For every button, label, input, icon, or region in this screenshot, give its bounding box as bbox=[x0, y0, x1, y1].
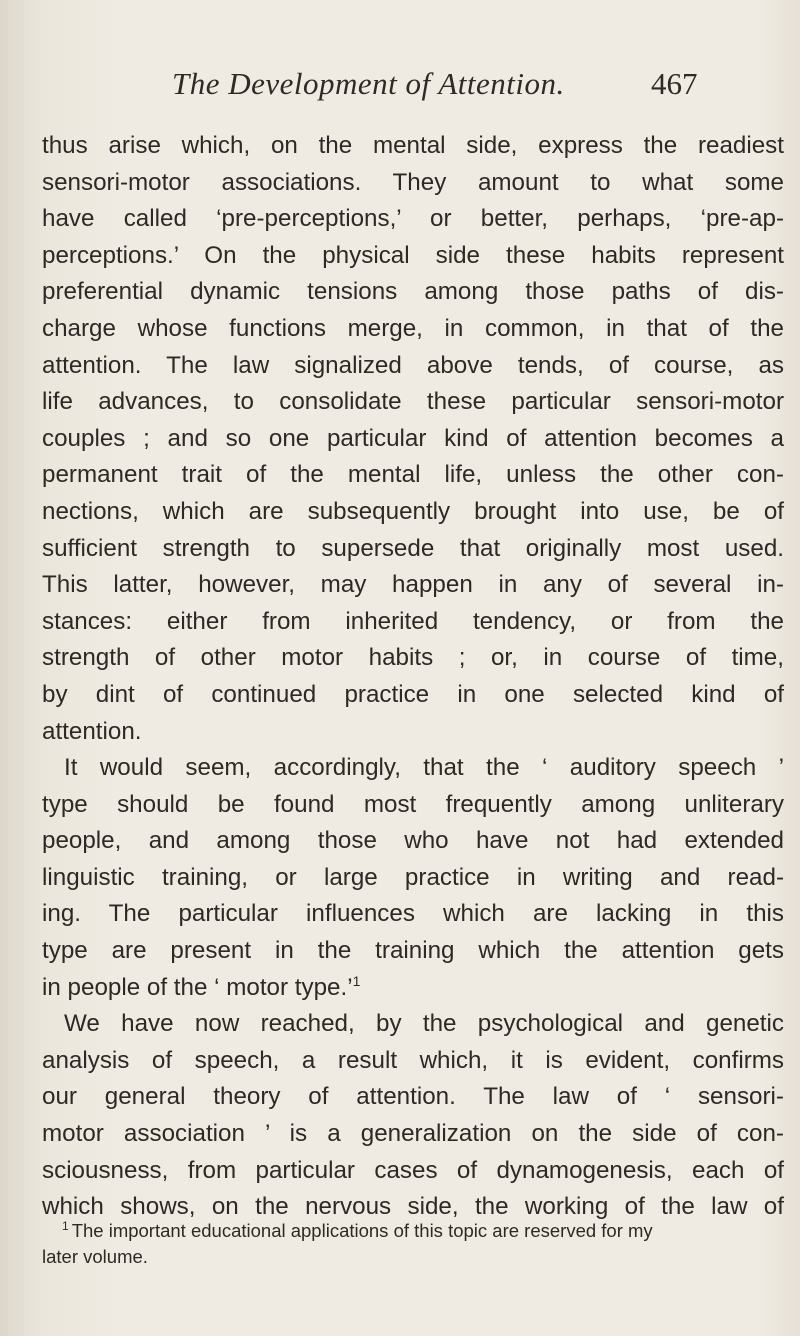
text-line: linguistic training, or large practice in writing and read- bbox=[42, 863, 784, 891]
footnote bbox=[42, 1218, 784, 1270]
text-line: thus arise which, on the mental side, express the readiest bbox=[42, 132, 784, 159]
running-title: The Development of Attention. bbox=[172, 66, 565, 101]
text-line: which shows, on the nervous side, the working of the law of bbox=[42, 1193, 784, 1221]
text-line: type should be found most frequently among unliterary bbox=[42, 790, 784, 818]
text-line: sciousness, from particular cases of dynamogenesis, each of bbox=[42, 1156, 784, 1184]
text-line: strength of other motor habits ; or, in course of time, bbox=[42, 644, 784, 672]
text-line: charge whose functions merge, in common, in that of the bbox=[42, 314, 784, 342]
text-line: couples ; and so one particular kind of attention becomes a bbox=[42, 424, 784, 452]
text-line: preferential dynamic tensions among those paths of dis- bbox=[42, 278, 784, 306]
text-line: by dint of continued practice in one selected kind of bbox=[42, 680, 784, 708]
text-line: our general theory of attention. The law of ‘ sensori- bbox=[42, 1083, 784, 1111]
text-line: in people of the ‘ motor type.’ bbox=[42, 973, 353, 1001]
paragraph-start-line: We have now reached, by the psychological and genetic bbox=[64, 1010, 784, 1038]
page-number: 467 bbox=[651, 66, 698, 101]
text-line: people, and among those who have not had extended bbox=[42, 827, 784, 855]
text-line: type are present in the training which the attention gets bbox=[42, 937, 784, 965]
text-line: ing. The particular influences which are lacking in this bbox=[42, 900, 784, 928]
text-line: This latter, however, may happen in any of several in- bbox=[42, 571, 784, 599]
page-header bbox=[0, 66, 800, 116]
text-line: sufficient strength to supersede that originally most used. bbox=[42, 534, 784, 562]
text-line: sensori-motor associations. They amount to what some bbox=[42, 168, 784, 196]
footnote-line: later volume. bbox=[42, 1246, 148, 1267]
text-line: perceptions.’ On the physical side these habits represent bbox=[42, 241, 784, 269]
text-line: analysis of speech, a result which, it is evident, confirms bbox=[42, 1046, 784, 1074]
body-text bbox=[42, 128, 784, 1226]
text-line: stances: either from inherited tendency, or from the bbox=[42, 607, 784, 635]
text-line: nections, which are subsequently brought into use, be of bbox=[42, 497, 784, 525]
text-line: motor association ’ is a generalization on the side of con- bbox=[42, 1120, 784, 1148]
text-line: attention. bbox=[42, 717, 142, 745]
footnote-line bbox=[42, 1218, 784, 1244]
footnote-text: The important educational applications of this topic are reserved for my bbox=[71, 1220, 653, 1241]
footnote-reference[interactable]: 1 bbox=[352, 972, 361, 989]
paragraph-start-line: It would seem, accordingly, that the ‘ auditory speech ’ bbox=[64, 754, 784, 782]
text-line: have called ‘pre-perceptions,’ or better, perhaps, ‘pre-ap- bbox=[42, 205, 784, 233]
text-line: attention. The law signalized above tends, of course, as bbox=[42, 351, 784, 379]
text-line: permanent trait of the mental life, unless the other con- bbox=[42, 461, 784, 489]
text-line: life advances, to consolidate these particular sensori-motor bbox=[42, 388, 784, 416]
text-line-with-footnote bbox=[42, 970, 784, 1007]
footnote-marker: 1 bbox=[62, 1218, 69, 1233]
